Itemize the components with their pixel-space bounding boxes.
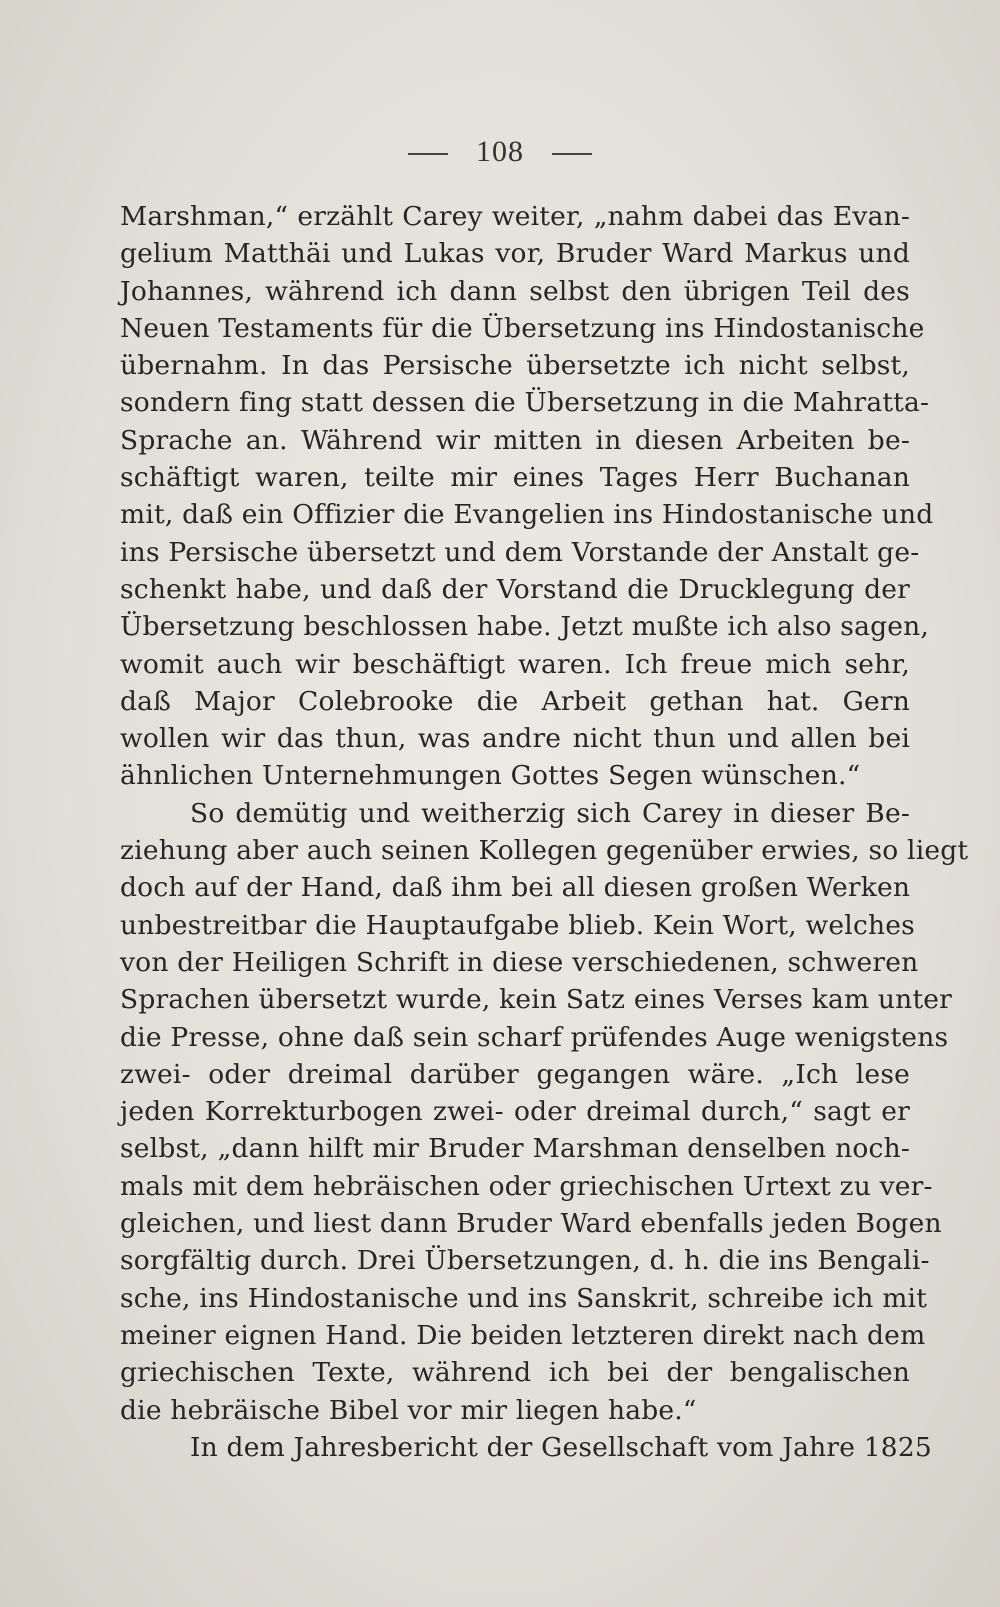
text-line: die hebräische Bibel vor mir liegen habe.“ (120, 1394, 697, 1426)
text-line: Johannes, während ich dann selbst den übrigen Teil des (120, 275, 910, 307)
page-number: 108 (476, 135, 524, 168)
text-line: mals mit dem hebräischen oder griechischen Urtext zu ver- (120, 1170, 933, 1202)
text-line: ins Persische übersetzt und dem Vorstande der Anstalt ge- (120, 536, 920, 568)
text-line: Marshman,“ erzählt Carey weiter, „nahm dabei das Evan- (120, 201, 910, 232)
text-line: Sprache an. Während wir mitten in diesen Arbeiten be- (120, 424, 910, 456)
text-line: unbestreitbar die Hauptaufgabe blieb. Kein Wort, welches (120, 909, 915, 941)
text-line: die Presse, ohne daß sein scharf prüfendes Auge wenigstens (120, 1021, 949, 1053)
text-line: wollen wir das thun, was andre nicht thun und allen bei (120, 723, 910, 755)
text-line: sondern fing statt dessen die Übersetzung in die Mahratta- (120, 387, 930, 419)
text-line: jeden Korrekturbogen zwei- oder dreimal durch,“ sagt er (120, 1096, 910, 1128)
text-line: selbst, „dann hilft mir Bruder Marshman denselben noch- (120, 1133, 910, 1165)
text-line: doch auf der Hand, daß ihm bei all diesen großen Werken (120, 872, 911, 904)
text-line: übernahm. In das Persische übersetzte ich nicht selbst, (120, 350, 910, 382)
text-line: So demütig und weitherzig sich Carey in dieser Be- (190, 797, 910, 829)
text-line: sche, ins Hindostanische und ins Sanskrit, schreibe ich mit (120, 1282, 928, 1314)
text-line: Neuen Testaments für die Übersetzung ins Hindostanische (120, 312, 925, 344)
text-line: daß Major Colebrooke die Arbeit gethan hat. Gern (120, 685, 910, 717)
text-line: womit auch wir beschäftigt waren. Ich freue mich sehr, (120, 648, 910, 680)
text-line: schenkt habe, und daß der Vorstand die Drucklegung der (120, 573, 910, 605)
page-number-header (0, 135, 1000, 169)
text-line: ähnlichen Unternehmungen Gottes Segen wünschen.“ (120, 760, 861, 792)
text-line: In dem Jahresbericht der Gesellschaft vom Jahre 1825 (190, 1431, 932, 1463)
text-line: griechischen Texte, während ich bei der bengalischen (120, 1357, 910, 1389)
text-line: ziehung aber auch seinen Kollegen gegenüber erwies, so liegt (120, 835, 969, 867)
text-line: mit, daß ein Offizier die Evangelien ins Hindostanische und (120, 499, 934, 531)
text-line: Übersetzung beschlossen habe. Jetzt mußte ich also sagen, (120, 611, 930, 643)
text-line: sorgfältig durch. Drei Übersetzungen, d. h. die ins Bengali- (120, 1245, 930, 1277)
text-line: zwei- oder dreimal darüber gegangen wäre. „Ich lese (120, 1058, 910, 1090)
body-text (120, 198, 969, 1466)
text-line: meiner eignen Hand. Die beiden letzteren direkt nach dem (120, 1319, 926, 1351)
text-line: von der Heiligen Schrift in diese verschiedenen, schweren (120, 946, 919, 978)
text-line: Sprachen übersetzt wurde, kein Satz eines Verses kam unter (120, 984, 953, 1016)
text-line: gleichen, und liest dann Bruder Ward ebenfalls jeden Bogen (120, 1208, 942, 1240)
dash-left (408, 153, 448, 155)
text-line: schäftigt waren, teilte mir eines Tages Herr Buchanan (120, 462, 910, 494)
text-line: gelium Matthäi und Lukas vor, Bruder Ward Markus und (120, 238, 910, 270)
dash-right (552, 153, 592, 155)
